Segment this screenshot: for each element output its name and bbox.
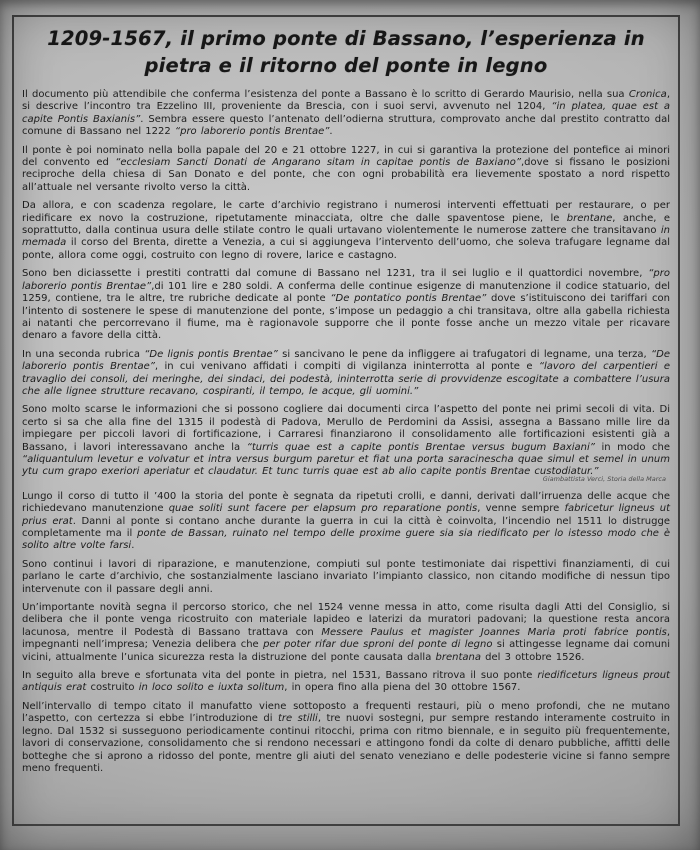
italic-text-segment: brentane xyxy=(566,212,613,224)
paragraph xyxy=(22,559,670,596)
italic-text-segment: in memada xyxy=(22,225,670,249)
paragraph xyxy=(22,200,670,262)
italic-text-segment: per poter rifar due sproni del ponte di legno xyxy=(263,639,493,651)
paragraph xyxy=(22,89,670,139)
text-segment: Un’importante novità segna il percorso storico, che nel 1524 venne messa in atto, come risulta dagli Atti del Consiglio, si delibera che il ponte venga ricostruito con materiale lapideo e laterizi da muratori padovani; la questione resta ancora lacunosa, mentre il Podestà di Bassano trattava con xyxy=(22,602,670,638)
article-body xyxy=(22,89,670,775)
italic-text-segment: Cronica xyxy=(628,89,667,100)
text-segment: dove s’istituiscono dei tariffari con l’intento di sostenere le spese di manutenzione del ponte, s’impose un pedaggio a chi transitava, oltre alla gabella richiesta ai natanti che percorrevano il fiume, ma è ragionavole supporre che il ponte fosse anche un mezzo vitale per ricavare denaro a favore della città. xyxy=(22,293,670,342)
text-segment: Sono ben diciassette i prestiti contratti dal comune di Bassano nel 1231, tra il sei luglio e il quattordici novembre, xyxy=(22,268,649,280)
paragraph xyxy=(22,404,670,478)
source-citation: Giambattista Verci, Storia della Marca xyxy=(542,474,666,483)
text-segment: , si descrive l’incontro tra Ezzelino III, proveniente da Brescia, con i suoi servi, avvenuto nel 1204, xyxy=(22,89,670,113)
text-segment: Nell’intervallo di tempo citato il manufatto viene sottoposto a frequenti restauri, più o meno profondi, che ne mutano l’aspetto, con certezza si ebbe l’introduzione di xyxy=(22,700,670,725)
text-segment: , impegnanti nell’impresa; Venezia delibera che xyxy=(22,626,670,651)
text-segment: Sono molto scarse le informazioni che si possono cogliere dai documenti circa l’aspetto del ponte nei primi secoli di vita. Di certo si sa che alla fine del 1315 il podestà di Padova, Merullo de Perdomini da Assisi, assegna a Bassano mille lire da impiegare per piccoli lavori di fortificazione, i Carraresi finanziarono il consolidamento alle fortificazioni esistenti già a Bassano, i lavori interessavano anche la xyxy=(22,404,670,453)
italic-text-segment: “De laborerio pontis Brentae” xyxy=(22,348,670,373)
italic-text-segment: “pro laborerio pontis Brentae” xyxy=(174,126,330,138)
italic-text-segment: riedificeturs ligneus prout antiquis erat xyxy=(22,670,670,694)
italic-text-segment: “aliquantulum levetur e volvatur et intra versus burgum paretur et fiat una porta saracinescha quae simul et semel in unum ytu cum grapo exeriori aperiatur et claudatur. Et tunc turris quae est ab alio capite pontis Brentae custodiatur.” xyxy=(22,453,670,478)
text-segment: Da allora, e con scadenza regolare, le carte d’archivio registrano i numerosi interventi effettuati per restaurare, o per riedificare ex novo la costruzione, ripetutamente minacciata, oltre che dalle spaventose piene, le xyxy=(22,200,670,224)
italic-text-segment: “lavoro del carpentieri e travaglio dei consoli, dei meringhe, dei sindaci, dei podestà, ininterrotta serie di provvidenze escogitate a combattere l’usura che alle lignee strutture recavano, cospiranti, il tempo, le acque, gli uomini.” xyxy=(22,361,671,397)
italic-text-segment: “De pontatico pontis Brentae” xyxy=(330,293,487,305)
text-segment: ,di 101 lire e 280 soldi. A conferma delle continue esigenze di manutenzione il codice statuario, del 1259, contiene, tra le altre, tre rubriche dedicate al ponte xyxy=(22,280,671,305)
text-segment: . Sembra essere questo l’antenato dell’odierna struttura, comprovato anche dal prestito contratto dal comune di Bassano nel 1222 xyxy=(22,113,670,138)
italic-text-segment: fabricetur ligneus ut prius erat xyxy=(22,503,671,527)
text-segment: in modo che xyxy=(594,441,671,453)
text-segment: si sancivano le pene da infliggere ai trafugatori di legname, una terza, xyxy=(277,348,651,360)
text-segment: Sono continui i lavori di riparazione, e manutenzione, compiuti sul ponte testimoniate dai rispettivi finanziamenti, di cui parlano le carte d’archivio, che sostanzialmente lasciano invariato l’impianto classico, non citando modifiche di nessun tipo intervenute con il passare degli anni. xyxy=(22,558,670,595)
paragraph xyxy=(22,701,670,775)
italic-text-segment: Messere Paulus et magister Joannes Maria proti fabrice pontis xyxy=(321,626,667,638)
text-segment: , in cui venivano affidati i compiti di vigilanza ininterrotta al ponte e xyxy=(154,361,539,373)
italic-text-segment: quae soliti sunt facere per elapsum pro reparatione pontis xyxy=(168,503,478,515)
text-segment: costruito xyxy=(86,682,139,694)
italic-text-segment: “ecclesiam Sancti Donati de Angarano sitam in capitae pontis de Baxiano” xyxy=(115,157,521,169)
italic-text-segment: tre stilli xyxy=(277,713,318,725)
text-segment: Lungo il corso di tutto il ’400 la storia del ponte è segnata da ripetuti crolli, e danni, derivati dall’irruenza delle acque che richiedevano manutenzione xyxy=(22,490,670,515)
text-segment: Il documento più attendibile che conferma l’esistenza del ponte a Bassano è lo scritto di Gerardo Maurisio, nella sua xyxy=(22,89,629,100)
text-segment: . xyxy=(329,126,333,138)
paragraph xyxy=(22,491,670,553)
italic-text-segment: “turris quae est a capite pontis Brentae versus bugum Baxiani” xyxy=(246,441,595,453)
italic-text-segment: “pro laborerio pontis Brentae” xyxy=(22,268,670,292)
text-segment: , venne sempre xyxy=(477,503,565,515)
text-segment: il corso del Brenta, dirette a Venezia, a cui si aggiungeva l’intervento dell’uomo, che soleva trafugare legname dal ponte, allora come oggi, costruito con legno di rovere, larice e castagno. xyxy=(22,237,670,261)
text-segment: , tre nuovi sostegni, pur sempre restando interamente costruito in legno. Dal 1532 si susseguono periodicamente continui ritocchi, prima con ritmo biennale, e in seguito più frequentemente, lavori di conservazione, consolidamento che si rendono necessari e attingono fondi da colte di denaro pubbliche, affitti delle botteghe che si aprono a ridosso del ponte, mentre gli aiuti del senato veneziano e delle podesterie vicine si fanno sempre meno frequenti. xyxy=(22,713,671,774)
italic-text-segment: ponte de Bassan, ruinato nel tempo delle proxime guere sia sia riedificato per lo istesso modo che è solito altre volte farsi xyxy=(22,528,671,552)
paragraph xyxy=(22,349,670,399)
paragraph xyxy=(22,145,670,195)
text-segment: . xyxy=(131,540,135,552)
italic-text-segment: “De lignis pontis Brentae” xyxy=(144,348,278,360)
text-segment: ,dove si fissano le posizioni reciproche della chiesa di San Donato e del ponte, che con ogni probabilità era lievemente spostato a nord rispetto all’attuale nel versante rivolto verso la città. xyxy=(22,157,670,193)
text-segment: Il ponte è poi nominato nella bolla papale del 20 e 21 ottobre 1227, in cui si garantiva la protezione del pontefice ai minori del convento ed xyxy=(22,144,670,169)
text-segment: , anche, e soprattutto, dalla continua usura delle stilate contro le quali urtavano violentemente le numerose zattere che transitavano xyxy=(22,212,670,237)
text-segment: del 3 ottobre 1526. xyxy=(480,651,585,663)
text-segment: , in opera fino alla piena del 30 ottobre 1567. xyxy=(284,682,521,694)
text-segment: In una seconda rubrica xyxy=(22,348,145,360)
italic-text-segment: “in platea, quae est a capite Pontis Baxianis” xyxy=(22,101,670,125)
paragraph xyxy=(22,602,670,664)
page-title: 1209-1567, il primo ponte di Bassano, l’esperienza in pietra e il ritorno del ponte in legno xyxy=(47,27,645,77)
italic-text-segment: in loco solito e iuxta solitum xyxy=(138,682,285,694)
paragraph xyxy=(22,670,670,695)
page-border-box xyxy=(12,15,680,826)
text-segment: . Danni al ponte si contano anche durante la guerra in cui la città è coinvolta, l’incendio nel 1511 lo distrugge completamente ma il xyxy=(22,515,670,539)
paragraph xyxy=(22,268,670,342)
italic-text-segment: brentana xyxy=(435,651,481,663)
text-segment: si attingesse legname dai comuni vicini, attualmente l’unica sicurezza resta la distruzione del ponte causata dalla xyxy=(22,639,670,663)
text-segment: In seguito alla breve e sfortunata vita del ponte in pietra, nel 1531, Bassano ritrova il suo ponte xyxy=(22,670,538,682)
